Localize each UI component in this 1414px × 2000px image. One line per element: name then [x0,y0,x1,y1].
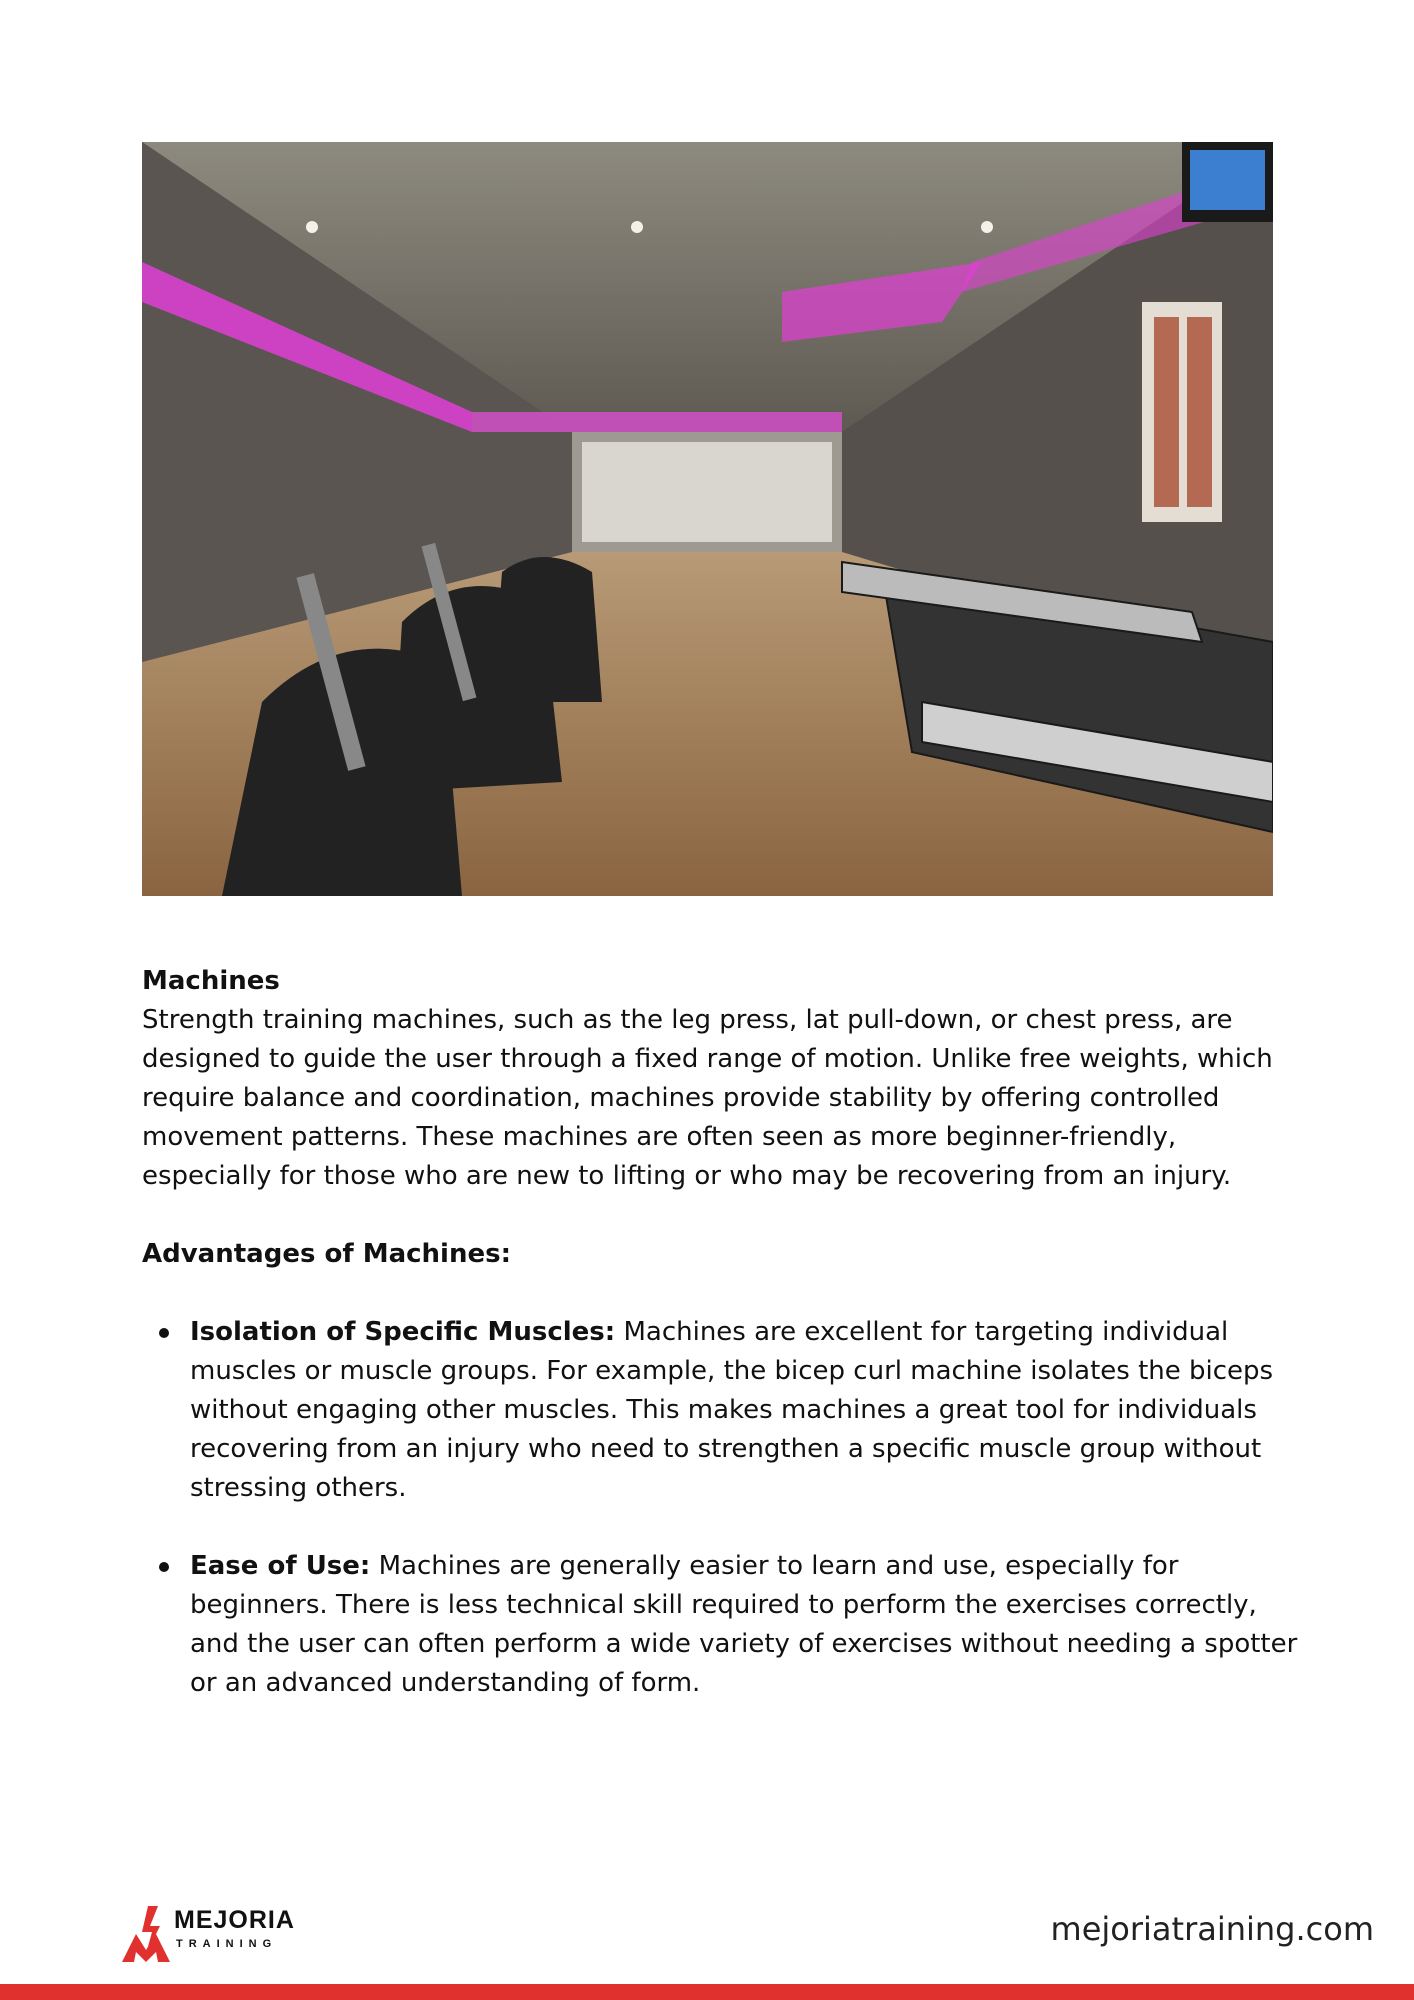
footer-accent-bar [0,1984,1414,2000]
gym-photo [142,142,1273,896]
logo-name: MEJORIA [174,1906,295,1934]
advantages-list [142,1313,1312,1703]
list-item [142,1313,1312,1508]
item-term: Ease of Use: [190,1551,371,1581]
bullet-icon [159,1328,169,1338]
mejoria-logo [122,1904,312,1964]
section-intro: Strength training machines, such as the leg press, lat pull-down, or chest press, are designed to guide the user through a fixed range of motion. Unlike free weights, which require balance and coordination, machines provide stability by offering controlled movement patterns. These machines are often seen as more beginner-friendly, especially for those who are new to lifting or who may be recovering from an injury. [142,1005,1273,1191]
main-content [142,962,1312,1742]
logo-subtitle: TRAINING [176,1938,278,1950]
bullet-icon [159,1562,169,1572]
list-item [142,1547,1312,1703]
item-text: Machines are excellent for targeting individual muscles or muscle groups. For example, the bicep curl machine isolates the biceps without engaging other muscles. This makes machines a great tool for individuals recovering from an injury who need to strengthen a specific muscle group without stressing others. [190,1317,1274,1503]
item-text: Machines are generally easier to learn and use, especially for beginners. There is less technical skill required to perform the exercises correctly, and the user can often perform a wide variety of exercises without needing a spotter or an advanced understanding of form. [190,1551,1298,1698]
advantages-heading: Advantages of Machines: [142,1239,511,1269]
section-title: Machines [142,966,280,996]
item-term: Isolation of Specific Muscles: [190,1317,616,1347]
website-link[interactable]: mejoriatraining.com [1050,1910,1374,1948]
mejoria-mark-icon [122,1904,178,1964]
gym-illustration [142,142,1273,896]
